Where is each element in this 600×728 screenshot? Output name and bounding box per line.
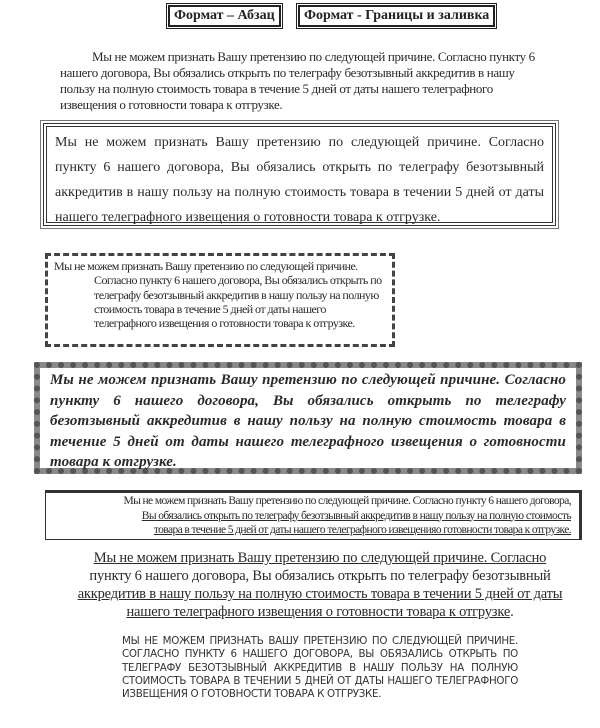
sample-art-border-box	[34, 362, 582, 474]
sample-right-aligned-box	[45, 490, 582, 540]
sample-plain-indent: Мы не можем признать Вашу претензию по следующей причине. Согласно пункту 6 нашего договора, Вы обязались открыть по телеграфу безотзывный аккредитив в нашу пользу на полную стоимость товара в течение 5 дней от даты нашего телеграфного извещения о готовности товара к отгрузке.	[60, 49, 535, 112]
sample-art-border-text: Мы не можем признать Вашу претензию по следующей причине. Согласно пункту 6 нашего договора, Вы обязались открыть по телеграфу безотзывный аккредитив в нашу пользу на полную стоимость товара в течение 5 дней от даты нашего телеграфного извещения о готовности товара к отгрузке.	[50, 372, 566, 470]
header-borders-format: Формат - Границы и заливка	[298, 5, 495, 27]
right-aligned-line-1: Мы не можем признать Вашу претензию по следующей причине. Согласно пункту 6 нашего договора,	[123, 495, 571, 507]
sample-centered-underlined	[60, 549, 580, 621]
centered-line-3: аккредитив в нашу пользу на полную стоимость товара в течении 5 дней от даты	[77, 586, 563, 602]
right-aligned-line-3: товара в течение 5 дней от даты нашего телеграфного извещенияо готовности товара к отгрузке.	[153, 524, 571, 536]
sample-double-border-box	[43, 123, 556, 226]
centered-line-2: пункту 6 нашего договора, Вы обязались открыть по телеграфу безотзывный	[89, 568, 551, 584]
right-aligned-line-2: Вы обязались открыть по телеграфу безотзывный аккредитив в нашу пользу на полную стоимость	[141, 509, 571, 522]
centered-line-1: Мы не можем признать Вашу претензию по следующей причине. Согласно	[93, 550, 547, 566]
sample-dashed-hanging-text: Мы не можем признать Вашу претензию по следующей причине. Согласно пункту 6 нашего договора, Вы обязались открыть по телеграфу безотзывный аккредитив в нашу пользу на полную стоимость товара в течение 5 дней от даты нашего телеграфного извещения о готовности товара к отгрузке.	[54, 259, 382, 331]
header-paragraph-format: Формат – Абзац	[168, 5, 281, 27]
sample-dashed-border-box	[45, 253, 395, 347]
sample-double-border-text: Мы не можем признать Вашу претензию по следующей причине. Согласно пункту 6 нашего договора, Вы обязались открыть по телеграфу безотзывный аккредитив в нашу пользу на полную стоимость товара в течении 5 дней от даты нашего телеграфного извещения о готовности товара к отгрузке.	[55, 135, 544, 225]
centered-line-4-end: .	[510, 604, 514, 620]
sample-uppercase: МЫ НЕ МОЖЕМ ПРИЗНАТЬ ВАШУ ПРЕТЕНЗИЮ ПО СЛЕДУЮЩЕЙ ПРИЧИНЕ. СОГЛАСНО ПУНКТУ 6 НАШЕГО ДОГОВОРА, ВЫ ОБЯЗАЛИСЬ ОТКРЫТЬ ПО ТЕЛЕГРАФУ БЕЗОТЗЫВНЫЙ АККРЕДИТИВ В НАШУ ПОЛЬЗУ НА ПОЛНУЮ СТОИМОСТЬ ТОВАРА В ТЕЧЕНИИ 5 ДНЕЙ ОТ ДАТЫ НАШЕГО ТЕЛЕГРАФНОГО ИЗВЕЩЕНИЯ О ГОТОВНОСТИ ТОВАРА К ОТГРУЗКЕ.	[122, 635, 518, 701]
centered-line-4: нашего телеграфного извещения о готовности товара к отгрузке	[126, 604, 511, 620]
